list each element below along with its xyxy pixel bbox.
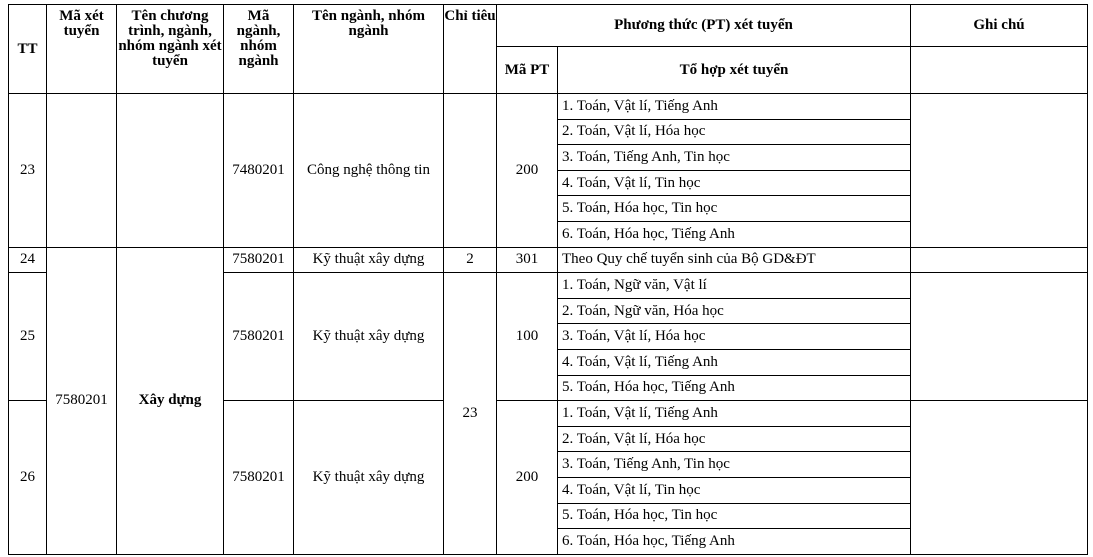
row-25-ma-pt: 100 [497,273,558,401]
group-ten-chuong-trinh: Xây dựng [117,247,224,554]
row-23-to-hop-5: 5. Toán, Hóa học, Tin học [558,196,911,222]
row-23-ma-xet-tuyen [47,94,117,248]
header-ghi-chu-empty [911,47,1088,94]
row-23-ghi-chu [911,94,1088,248]
row-23-ma-pt: 200 [497,94,558,248]
header-ma-xet-tuyen: Mã xét tuyển [47,5,117,94]
row-25-tt: 25 [9,273,47,401]
row-26-tt: 26 [9,401,47,555]
row-23-to-hop-3: 3. Toán, Tiếng Anh, Tin học [558,145,911,171]
row-26-ten-nganh: Kỹ thuật xây dựng [294,401,444,555]
row-25-ghi-chu [911,273,1088,401]
header-phuong-thuc: Phương thức (PT) xét tuyển [497,5,911,47]
row-23-ten-chuong-trinh [117,94,224,248]
row-24-chi-tieu: 2 [444,247,497,273]
row-25-ma-nganh: 7580201 [224,273,294,401]
row-26-ma-pt: 200 [497,401,558,555]
row-24-ma-pt: 301 [497,247,558,273]
row-24-to-hop: Theo Quy chế tuyển sinh của Bộ GD&ĐT [558,247,911,273]
row-23-to-hop-2: 2. Toán, Vật lí, Hóa học [558,119,911,145]
row-26-to-hop-5: 5. Toán, Hóa học, Tin học [558,503,911,529]
row-23-to-hop-4: 4. Toán, Vật lí, Tin học [558,170,911,196]
row-26-to-hop-2: 2. Toán, Vật lí, Hóa học [558,426,911,452]
row-23-chi-tieu [444,94,497,248]
row-24-tt: 24 [9,247,47,273]
header-ghi-chu: Ghi chú [911,5,1088,47]
row-25-ten-nganh: Kỹ thuật xây dựng [294,273,444,401]
header-tt: TT [9,5,47,94]
group-ma-xet-tuyen: 7580201 [47,247,117,554]
row-24-ma-nganh: 7580201 [224,247,294,273]
row-24-ghi-chu [911,247,1088,273]
header-ma-pt: Mã PT [497,47,558,94]
row-26-to-hop-3: 3. Toán, Tiếng Anh, Tin học [558,452,911,478]
row-23-to-hop-1: 1. Toán, Vật lí, Tiếng Anh [558,94,911,120]
header-ten-nganh: Tên ngành, nhóm ngành [294,5,444,94]
header-ma-nganh: Mã ngành, nhóm ngành [224,5,294,94]
row-26-to-hop-6: 6. Toán, Hóa học, Tiếng Anh [558,529,911,555]
row-25-to-hop-4: 4. Toán, Vật lí, Tiếng Anh [558,349,911,375]
row-25-to-hop-2: 2. Toán, Ngữ văn, Hóa học [558,298,911,324]
row-24-ten-nganh: Kỹ thuật xây dựng [294,247,444,273]
header-chi-tieu: Chỉ tiêu [444,5,497,94]
group-chi-tieu: 23 [444,273,497,555]
row-25-to-hop-3: 3. Toán, Vật lí, Hóa học [558,324,911,350]
admission-table [8,4,1088,555]
row-26-to-hop-4: 4. Toán, Vật lí, Tin học [558,477,911,503]
row-26-ghi-chu [911,401,1088,555]
header-ten-chuong-trinh: Tên chương trình, ngành, nhóm ngành xét tuyển [117,5,224,94]
row-23-ma-nganh: 7480201 [224,94,294,248]
row-23-tt: 23 [9,94,47,248]
header-to-hop: Tổ hợp xét tuyển [558,47,911,94]
row-23-to-hop-6: 6. Toán, Hóa học, Tiếng Anh [558,221,911,247]
row-25-to-hop-5: 5. Toán, Hóa học, Tiếng Anh [558,375,911,401]
row-26-to-hop-1: 1. Toán, Vật lí, Tiếng Anh [558,401,911,427]
row-26-ma-nganh: 7580201 [224,401,294,555]
row-25-to-hop-1: 1. Toán, Ngữ văn, Vật lí [558,273,911,299]
row-23-ten-nganh: Công nghệ thông tin [294,94,444,248]
